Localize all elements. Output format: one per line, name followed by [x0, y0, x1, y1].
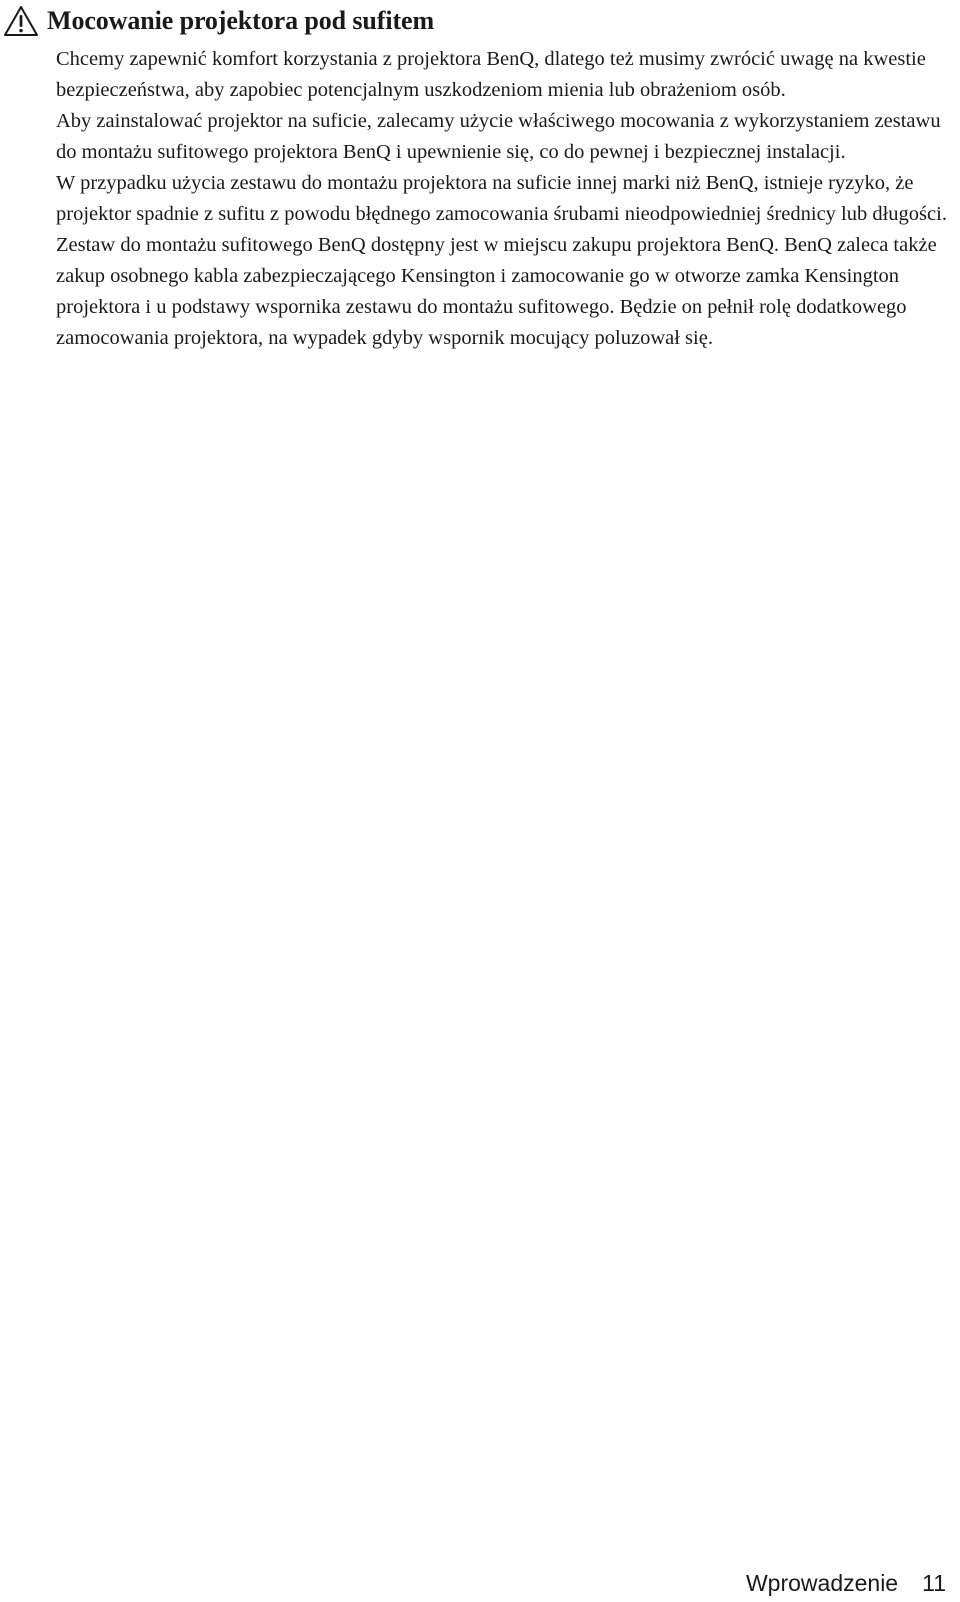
- page-footer: [746, 1567, 946, 1599]
- page-number: 11: [922, 1569, 946, 1596]
- paragraph-kensington: Zestaw do montażu sufitowego BenQ dostępny jest w miejscu zakupu projektora BenQ. BenQ zaleca także zakup osobnego kabla zabezpieczającego Kensington i zamocowanie go w otworze zamka Kensington projektora i u podstawy wspornika zestawu do montażu sufitowego. Będzie on pełnił rolę dodatkowego zamocowania projektora, na wypadek gdyby wspornik mocujący poluzował się.: [56, 234, 937, 349]
- body-text: [56, 44, 951, 354]
- paragraph-intro: Chcemy zapewnić komfort korzystania z projektora BenQ, dlatego też musimy zwrócić uwagę na kwestie bezpieczeństwa, aby zapobiec potencjalnym uszkodzeniom mienia lub obrażeniom osób.: [56, 48, 926, 101]
- paragraph-installation: Aby zainstalować projektor na suficie, zalecamy użycie właściwego mocowania z wykorzystaniem zestawu do montażu sufitowego projektora BenQ i upewnienie się, co do pewnej i bezpiecznej instalacji.: [56, 110, 941, 163]
- page-title: Mocowanie projektora pod sufitem: [47, 6, 435, 35]
- footer-section-name: Wprowadzenie: [745, 1569, 899, 1596]
- paragraph-third-party-risk: W przypadku użycia zestawu do montażu projektora na suficie innej marki niż BenQ, istnieje ryzyko, że projektor spadnie z sufitu z powodu błędnego zamocowania śrubami nieodpowiedniej średnicy lub długości.: [56, 172, 947, 225]
- section-heading: [3, 4, 434, 38]
- warning-icon: [3, 5, 39, 37]
